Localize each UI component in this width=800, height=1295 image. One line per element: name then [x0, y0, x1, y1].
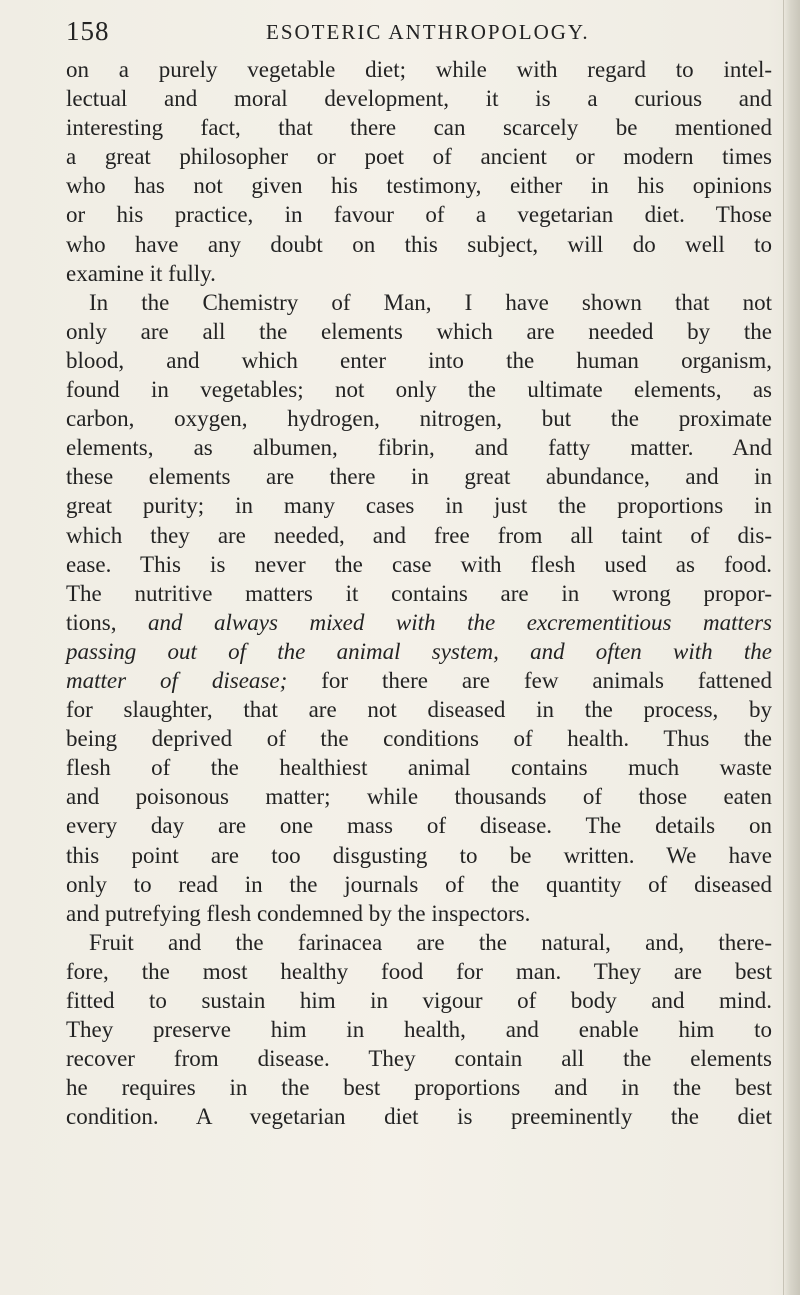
text-line: They preserve him in health, and enable him to — [66, 1017, 772, 1043]
page-edge-shadow — [783, 0, 800, 1295]
text-segment: tions, — [66, 609, 117, 635]
text-line: fore, the most healthy food for man. They are best — [66, 958, 772, 984]
running-head: ESOTERIC ANTHROPOLOGY. — [266, 20, 590, 44]
italic-text-segment: matter of disease; — [66, 667, 288, 693]
text-line: or his practice, in favour of a vegetarian diet. Those — [66, 202, 772, 228]
text-line: and poisonous matter; while thousands of those eaten — [66, 784, 772, 810]
text-line: carbon, oxygen, hydrogen, nitrogen, but the proximate — [66, 406, 772, 432]
text-line: In the Chemistry of Man, I have shown that not — [89, 289, 772, 315]
text-line: Fruit and the farinacea are the natural, and, there- — [89, 929, 772, 955]
page-number: 158 — [66, 16, 110, 46]
text-line: only to read in the journals of the quantity of diseased — [66, 871, 772, 897]
text-line: a great philosopher or poet of ancient or modern times — [66, 144, 772, 170]
text-line: flesh of the healthiest animal contains much waste — [66, 755, 772, 781]
text-line: only are all the elements which are needed by the — [66, 318, 772, 344]
text-line: ease. This is never the case with flesh used as food. — [66, 551, 772, 577]
text-line: interesting fact, that there can scarcely be mentioned — [66, 115, 772, 141]
text-segment: for there are few animals fattened — [321, 667, 772, 693]
text-line — [66, 608, 772, 637]
text-line: condition. A vegetarian diet is preeminently the diet — [66, 1104, 772, 1130]
page-header — [66, 14, 766, 48]
text-line: and putrefying flesh condemned by the inspectors. — [66, 900, 531, 926]
text-line: recover from disease. They contain all the elements — [66, 1046, 772, 1072]
text-line: being deprived of the conditions of health. Thus the — [66, 726, 772, 752]
italic-text-segment: passing out of the animal system, and often with the — [66, 638, 772, 664]
text-line: examine it fully. — [66, 260, 216, 286]
text-line: who have any doubt on this subject, will do well to — [66, 231, 772, 257]
text-line: fitted to sustain him in vigour of body and mind. — [66, 988, 772, 1013]
text-line: who has not given his testimony, either in his opinions — [66, 173, 772, 199]
text-line: he requires in the best proportions and in the best — [66, 1075, 772, 1101]
text-line: blood, and which enter into the human organism, — [66, 347, 772, 373]
text-line: every day are one mass of disease. The details on — [66, 813, 772, 839]
text-line: great purity; in many cases in just the proportions in — [66, 493, 772, 519]
text-line — [66, 637, 772, 666]
text-line: for slaughter, that are not diseased in the process, by — [66, 697, 772, 723]
italic-text-segment: and always mixed with the excrementitious matters — [148, 609, 772, 635]
text-line: on a purely vegetable diet; while with regard to intel- — [66, 57, 772, 82]
text-line: which they are needed, and free from all taint of dis- — [66, 522, 772, 548]
text-line: The nutritive matters it contains are in wrong propor- — [66, 580, 772, 606]
body-text — [66, 55, 772, 1131]
text-line — [66, 666, 772, 695]
text-line: this point are too disgusting to be written. We have — [66, 842, 772, 868]
text-line: elements, as albumen, fibrin, and fatty matter. And — [66, 435, 772, 461]
text-line: these elements are there in great abundance, and in — [66, 464, 772, 490]
text-line: found in vegetables; not only the ultimate elements, as — [66, 377, 772, 403]
text-line: lectual and moral development, it is a curious and — [66, 86, 772, 112]
